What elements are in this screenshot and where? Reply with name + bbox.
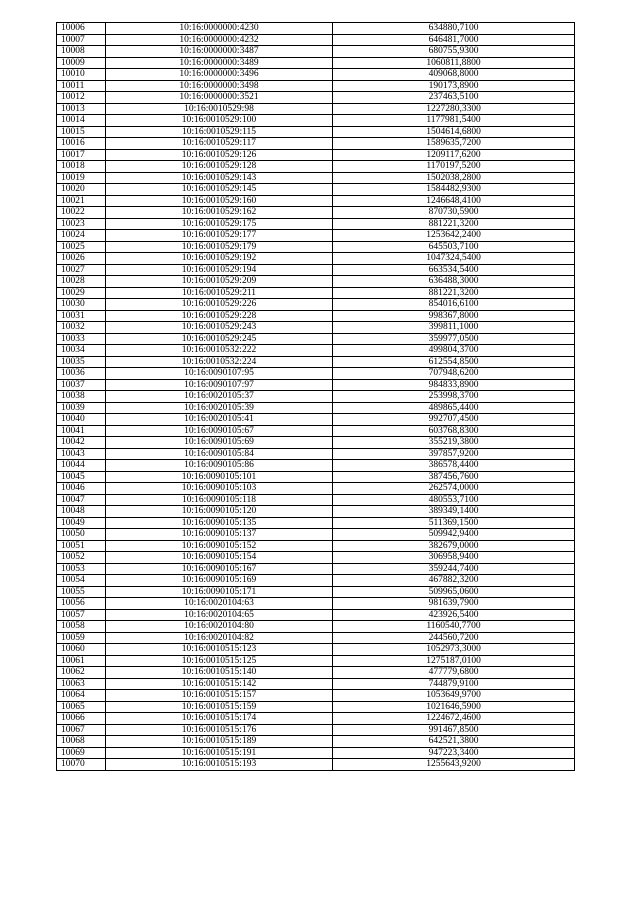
table-row (57, 759, 575, 771)
table-row (57, 609, 575, 621)
row-number-cell: 10013 (57, 103, 106, 115)
cadastral-value-cell: 359977,0500 (333, 333, 575, 345)
cadastral-value-cell: 1209117,6200 (333, 149, 575, 161)
row-number-cell: 10061 (57, 655, 106, 667)
cadastral-value-cell: 1255643,9200 (333, 759, 575, 771)
row-number-cell: 10040 (57, 414, 106, 426)
table-row (57, 655, 575, 667)
cadastral-number-cell: 10:16:0000000:3521 (106, 92, 333, 104)
cadastral-number-cell: 10:16:0010529:192 (106, 253, 333, 265)
row-number-cell: 10062 (57, 667, 106, 679)
cadastral-value-cell: 1060811,8800 (333, 57, 575, 69)
cadastral-value-cell: 707948,6200 (333, 368, 575, 380)
table-row (57, 540, 575, 552)
table-row (57, 425, 575, 437)
cadastral-number-cell: 10:16:0090105:86 (106, 460, 333, 472)
table-row (57, 448, 575, 460)
cadastral-number-cell: 10:16:0020105:39 (106, 402, 333, 414)
cadastral-number-cell: 10:16:0020104:82 (106, 632, 333, 644)
table-row (57, 644, 575, 656)
row-number-cell: 10014 (57, 115, 106, 127)
cadastral-value-table (56, 22, 575, 771)
table-row (57, 310, 575, 322)
cadastral-number-cell: 10:16:0010515:142 (106, 678, 333, 690)
row-number-cell: 10041 (57, 425, 106, 437)
cadastral-value-cell: 382679,0000 (333, 540, 575, 552)
row-number-cell: 10008 (57, 46, 106, 58)
cadastral-value-cell: 1170197,5200 (333, 161, 575, 173)
cadastral-value-cell: 992707,4500 (333, 414, 575, 426)
cadastral-number-cell: 10:16:0010515:125 (106, 655, 333, 667)
row-number-cell: 10036 (57, 368, 106, 380)
table-row (57, 391, 575, 403)
table-row (57, 379, 575, 391)
cadastral-number-cell: 10:16:0000000:3487 (106, 46, 333, 58)
cadastral-value-cell: 881221,3200 (333, 287, 575, 299)
cadastral-number-cell: 10:16:0090105:103 (106, 483, 333, 495)
table-row (57, 460, 575, 472)
cadastral-value-cell: 854016,6100 (333, 299, 575, 311)
table-row (57, 552, 575, 564)
cadastral-value-cell: 663534,5400 (333, 264, 575, 276)
row-number-cell: 10050 (57, 529, 106, 541)
cadastral-value-cell: 397857,9200 (333, 448, 575, 460)
table-row (57, 264, 575, 276)
table-row (57, 149, 575, 161)
table-row (57, 34, 575, 46)
row-number-cell: 10063 (57, 678, 106, 690)
table-row (57, 57, 575, 69)
row-number-cell: 10015 (57, 126, 106, 138)
row-number-cell: 10038 (57, 391, 106, 403)
cadastral-value-cell: 190173,8900 (333, 80, 575, 92)
cadastral-number-cell: 10:16:0020104:63 (106, 598, 333, 610)
cadastral-value-cell: 1502038,2800 (333, 172, 575, 184)
cadastral-value-cell: 634880,7100 (333, 23, 575, 35)
row-number-cell: 10006 (57, 23, 106, 35)
cadastral-number-cell: 10:16:0090107:97 (106, 379, 333, 391)
table-row (57, 322, 575, 334)
row-number-cell: 10045 (57, 471, 106, 483)
cadastral-value-cell: 511369,1500 (333, 517, 575, 529)
row-number-cell: 10037 (57, 379, 106, 391)
table-row (57, 103, 575, 115)
cadastral-number-cell: 10:16:0090105:169 (106, 575, 333, 587)
cadastral-value-cell: 262574,0000 (333, 483, 575, 495)
row-number-cell: 10023 (57, 218, 106, 230)
table-row (57, 471, 575, 483)
row-number-cell: 10019 (57, 172, 106, 184)
row-number-cell: 10066 (57, 713, 106, 725)
cadastral-value-cell: 1589635,7200 (333, 138, 575, 150)
cadastral-number-cell: 10:16:0010529:117 (106, 138, 333, 150)
cadastral-number-cell: 10:16:0010529:143 (106, 172, 333, 184)
cadastral-number-cell: 10:16:0020104:80 (106, 621, 333, 633)
cadastral-value-cell: 480553,7100 (333, 494, 575, 506)
cadastral-value-cell: 467882,3200 (333, 575, 575, 587)
row-number-cell: 10011 (57, 80, 106, 92)
table-body (57, 23, 575, 771)
cadastral-value-cell: 981639,7900 (333, 598, 575, 610)
cadastral-number-cell: 10:16:0010529:243 (106, 322, 333, 334)
table-row (57, 184, 575, 196)
cadastral-number-cell: 10:16:0090107:95 (106, 368, 333, 380)
cadastral-number-cell: 10:16:0000000:4230 (106, 23, 333, 35)
row-number-cell: 10070 (57, 759, 106, 771)
cadastral-value-cell: 1160540,7700 (333, 621, 575, 633)
row-number-cell: 10044 (57, 460, 106, 472)
table-row (57, 46, 575, 58)
row-number-cell: 10029 (57, 287, 106, 299)
row-number-cell: 10042 (57, 437, 106, 449)
cadastral-value-cell: 1584482,9300 (333, 184, 575, 196)
row-number-cell: 10009 (57, 57, 106, 69)
cadastral-value-cell: 499804,3700 (333, 345, 575, 357)
cadastral-number-cell: 10:16:0090105:171 (106, 586, 333, 598)
row-number-cell: 10047 (57, 494, 106, 506)
cadastral-number-cell: 10:16:0010529:115 (106, 126, 333, 138)
cadastral-number-cell: 10:16:0010532:222 (106, 345, 333, 357)
cadastral-value-cell: 1053649,9700 (333, 690, 575, 702)
row-number-cell: 10055 (57, 586, 106, 598)
cadastral-value-cell: 603768,8300 (333, 425, 575, 437)
row-number-cell: 10031 (57, 310, 106, 322)
row-number-cell: 10069 (57, 747, 106, 759)
cadastral-value-cell: 870730,5900 (333, 207, 575, 219)
cadastral-value-cell: 646481,7000 (333, 34, 575, 46)
table-row (57, 287, 575, 299)
cadastral-value-cell: 881221,3200 (333, 218, 575, 230)
table-row (57, 701, 575, 713)
row-number-cell: 10065 (57, 701, 106, 713)
row-number-cell: 10048 (57, 506, 106, 518)
table-row (57, 563, 575, 575)
table-row (57, 690, 575, 702)
cadastral-number-cell: 10:16:0010515:140 (106, 667, 333, 679)
table-row (57, 517, 575, 529)
table-row (57, 678, 575, 690)
cadastral-value-cell: 947223,3400 (333, 747, 575, 759)
row-number-cell: 10025 (57, 241, 106, 253)
cadastral-number-cell: 10:16:0010529:228 (106, 310, 333, 322)
cadastral-value-cell: 386578,4400 (333, 460, 575, 472)
cadastral-number-cell: 10:16:0000000:3496 (106, 69, 333, 81)
cadastral-number-cell: 10:16:0020105:41 (106, 414, 333, 426)
row-number-cell: 10018 (57, 161, 106, 173)
row-number-cell: 10007 (57, 34, 106, 46)
row-number-cell: 10028 (57, 276, 106, 288)
cadastral-value-cell: 509965,0600 (333, 586, 575, 598)
row-number-cell: 10039 (57, 402, 106, 414)
cadastral-value-cell: 423926,5400 (333, 609, 575, 621)
cadastral-value-cell: 744879,9100 (333, 678, 575, 690)
table-row (57, 747, 575, 759)
cadastral-number-cell: 10:16:0090105:69 (106, 437, 333, 449)
cadastral-value-cell: 1275187,0100 (333, 655, 575, 667)
cadastral-number-cell: 10:16:0010529:160 (106, 195, 333, 207)
row-number-cell: 10049 (57, 517, 106, 529)
row-number-cell: 10054 (57, 575, 106, 587)
row-number-cell: 10053 (57, 563, 106, 575)
cadastral-number-cell: 10:16:0010529:211 (106, 287, 333, 299)
cadastral-value-cell: 984833,8900 (333, 379, 575, 391)
row-number-cell: 10056 (57, 598, 106, 610)
row-number-cell: 10046 (57, 483, 106, 495)
cadastral-number-cell: 10:16:0020105:37 (106, 391, 333, 403)
cadastral-number-cell: 10:16:0010515:159 (106, 701, 333, 713)
row-number-cell: 10027 (57, 264, 106, 276)
row-number-cell: 10035 (57, 356, 106, 368)
cadastral-number-cell: 10:16:0090105:152 (106, 540, 333, 552)
row-number-cell: 10064 (57, 690, 106, 702)
table-row (57, 80, 575, 92)
table-row (57, 92, 575, 104)
cadastral-number-cell: 10:16:0010529:100 (106, 115, 333, 127)
row-number-cell: 10058 (57, 621, 106, 633)
row-number-cell: 10030 (57, 299, 106, 311)
table-row (57, 207, 575, 219)
row-number-cell: 10068 (57, 736, 106, 748)
row-number-cell: 10034 (57, 345, 106, 357)
table-row (57, 621, 575, 633)
table-row (57, 632, 575, 644)
cadastral-value-cell: 489865,4400 (333, 402, 575, 414)
cadastral-value-cell: 1246648,4100 (333, 195, 575, 207)
table-row (57, 529, 575, 541)
cadastral-number-cell: 10:16:0090105:120 (106, 506, 333, 518)
cadastral-number-cell: 10:16:0090105:118 (106, 494, 333, 506)
cadastral-value-cell: 389349,1400 (333, 506, 575, 518)
table-row (57, 195, 575, 207)
cadastral-value-cell: 355219,3800 (333, 437, 575, 449)
row-number-cell: 10024 (57, 230, 106, 242)
cadastral-value-cell: 306958,9400 (333, 552, 575, 564)
cadastral-number-cell: 10:16:0000000:3498 (106, 80, 333, 92)
cadastral-number-cell: 10:16:0010529:162 (106, 207, 333, 219)
row-number-cell: 10060 (57, 644, 106, 656)
table-row (57, 253, 575, 265)
cadastral-value-cell: 387456,7600 (333, 471, 575, 483)
cadastral-number-cell: 10:16:0010529:179 (106, 241, 333, 253)
cadastral-number-cell: 10:16:0090105:101 (106, 471, 333, 483)
cadastral-value-cell: 399811,1000 (333, 322, 575, 334)
table-row (57, 299, 575, 311)
cadastral-number-cell: 10:16:0010515:191 (106, 747, 333, 759)
table-row (57, 241, 575, 253)
table-row (57, 115, 575, 127)
table-row (57, 724, 575, 736)
table-row (57, 230, 575, 242)
row-number-cell: 10057 (57, 609, 106, 621)
cadastral-number-cell: 10:16:0090105:154 (106, 552, 333, 564)
row-number-cell: 10020 (57, 184, 106, 196)
cadastral-number-cell: 10:16:0090105:67 (106, 425, 333, 437)
row-number-cell: 10033 (57, 333, 106, 345)
cadastral-number-cell: 10:16:0010529:145 (106, 184, 333, 196)
table-row (57, 494, 575, 506)
table-row (57, 276, 575, 288)
cadastral-value-cell: 612554,8500 (333, 356, 575, 368)
table-row (57, 333, 575, 345)
cadastral-number-cell: 10:16:0010529:209 (106, 276, 333, 288)
row-number-cell: 10059 (57, 632, 106, 644)
cadastral-number-cell: 10:16:0010529:194 (106, 264, 333, 276)
cadastral-number-cell: 10:16:0010515:193 (106, 759, 333, 771)
cadastral-number-cell: 10:16:0090105:135 (106, 517, 333, 529)
table-row (57, 138, 575, 150)
table-row (57, 345, 575, 357)
cadastral-value-cell: 1227280,3300 (333, 103, 575, 115)
cadastral-number-cell: 10:16:0010529:98 (106, 103, 333, 115)
cadastral-value-cell: 1253642,2400 (333, 230, 575, 242)
cadastral-value-cell: 253998,3700 (333, 391, 575, 403)
table-row (57, 483, 575, 495)
cadastral-number-cell: 10:16:0010515:157 (106, 690, 333, 702)
cadastral-value-cell: 1052973,3000 (333, 644, 575, 656)
table-row (57, 598, 575, 610)
table-row (57, 713, 575, 725)
cadastral-value-cell: 1021646,5900 (333, 701, 575, 713)
table-row (57, 218, 575, 230)
cadastral-value-cell: 244560,7200 (333, 632, 575, 644)
table-row (57, 126, 575, 138)
cadastral-number-cell: 10:16:0000000:4232 (106, 34, 333, 46)
table-row (57, 575, 575, 587)
row-number-cell: 10016 (57, 138, 106, 150)
cadastral-value-cell: 509942,9400 (333, 529, 575, 541)
cadastral-number-cell: 10:16:0010515:176 (106, 724, 333, 736)
row-number-cell: 10032 (57, 322, 106, 334)
table-row (57, 506, 575, 518)
cadastral-value-cell: 991467,8500 (333, 724, 575, 736)
cadastral-number-cell: 10:16:0010515:189 (106, 736, 333, 748)
row-number-cell: 10026 (57, 253, 106, 265)
table-row (57, 161, 575, 173)
cadastral-value-cell: 237463,5100 (333, 92, 575, 104)
table-row (57, 368, 575, 380)
cadastral-value-cell: 998367,8000 (333, 310, 575, 322)
cadastral-value-cell: 1224672,4600 (333, 713, 575, 725)
table-row (57, 69, 575, 81)
table-row (57, 586, 575, 598)
cadastral-number-cell: 10:16:0010515:174 (106, 713, 333, 725)
table-row (57, 437, 575, 449)
cadastral-number-cell: 10:16:0010529:128 (106, 161, 333, 173)
cadastral-value-cell: 477779,6800 (333, 667, 575, 679)
cadastral-value-cell: 409068,8000 (333, 69, 575, 81)
table-row (57, 23, 575, 35)
row-number-cell: 10067 (57, 724, 106, 736)
cadastral-value-cell: 680755,9300 (333, 46, 575, 58)
cadastral-number-cell: 10:16:0010529:126 (106, 149, 333, 161)
row-number-cell: 10051 (57, 540, 106, 552)
row-number-cell: 10022 (57, 207, 106, 219)
cadastral-value-cell: 642521,3800 (333, 736, 575, 748)
cadastral-number-cell: 10:16:0010529:175 (106, 218, 333, 230)
cadastral-number-cell: 10:16:0010529:226 (106, 299, 333, 311)
cadastral-number-cell: 10:16:0000000:3489 (106, 57, 333, 69)
cadastral-value-cell: 645503,7100 (333, 241, 575, 253)
cadastral-value-cell: 359244,7400 (333, 563, 575, 575)
table-row (57, 172, 575, 184)
row-number-cell: 10043 (57, 448, 106, 460)
row-number-cell: 10012 (57, 92, 106, 104)
table-row (57, 667, 575, 679)
cadastral-number-cell: 10:16:0090105:137 (106, 529, 333, 541)
cadastral-value-cell: 636488,3000 (333, 276, 575, 288)
row-number-cell: 10010 (57, 69, 106, 81)
cadastral-number-cell: 10:16:0010515:123 (106, 644, 333, 656)
table-row (57, 736, 575, 748)
cadastral-number-cell: 10:16:0010529:245 (106, 333, 333, 345)
cadastral-number-cell: 10:16:0010529:177 (106, 230, 333, 242)
row-number-cell: 10052 (57, 552, 106, 564)
table-row (57, 414, 575, 426)
table-row (57, 356, 575, 368)
cadastral-number-cell: 10:16:0020104:65 (106, 609, 333, 621)
cadastral-number-cell: 10:16:0090105:84 (106, 448, 333, 460)
cadastral-number-cell: 10:16:0010532:224 (106, 356, 333, 368)
cadastral-number-cell: 10:16:0090105:167 (106, 563, 333, 575)
row-number-cell: 10021 (57, 195, 106, 207)
cadastral-value-cell: 1504614,6800 (333, 126, 575, 138)
cadastral-value-cell: 1047324,5400 (333, 253, 575, 265)
cadastral-value-cell: 1177981,5400 (333, 115, 575, 127)
table-row (57, 402, 575, 414)
row-number-cell: 10017 (57, 149, 106, 161)
